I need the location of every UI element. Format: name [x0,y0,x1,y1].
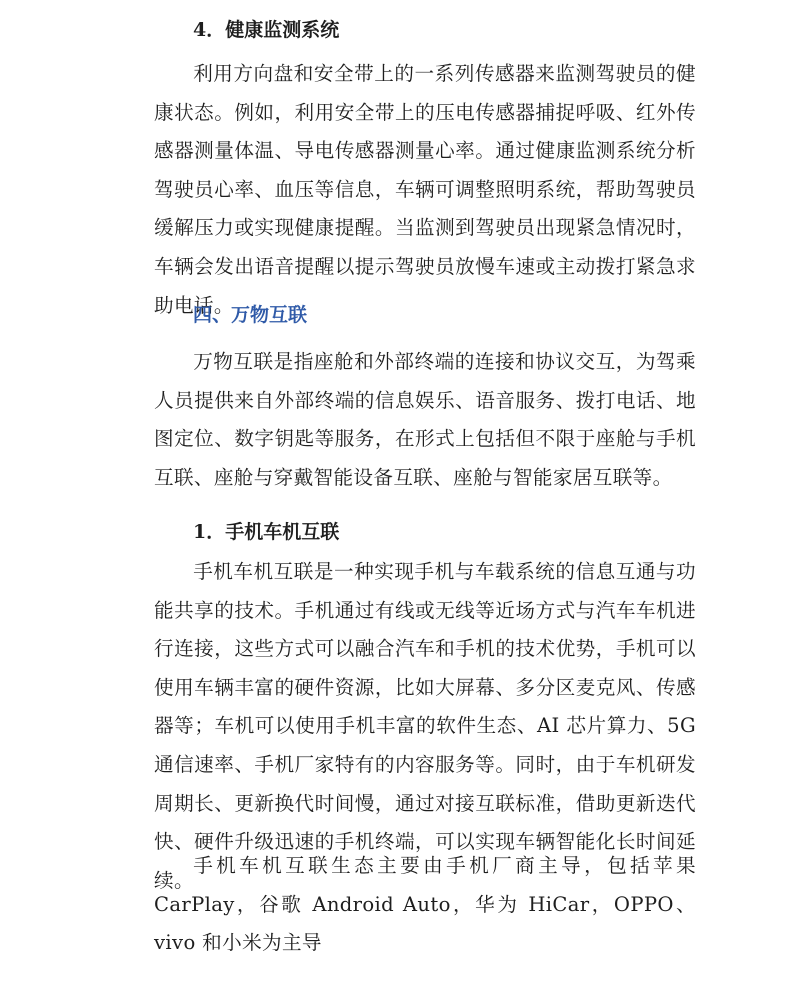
heading-internet-of-everything: 四、万物互联 [193,304,308,326]
paragraph-phone-car-interconnect-1: 手机车机互联是一种实现手机与车载系统的信息互通与功能共享的技术。手机通过有线或无线等近场方式与汽车车机进行连接，这些方式可以融合汽车和手机的技术优势，手机可以使用车辆丰富的硬件资源，比如大屏幕、多分区麦克风、传感器等；车机可以使用手机丰富的软件生态、AI 芯片算力、5G 通信速率、手机厂家特有的内容服务等。同时，由于车机研发周期长、更新换代时间慢，通过对接互联标准，借助更新迭代快、硬件升级迅速的手机终端，可以实现车辆智能化长时间延续。 [154,560,696,892]
heading-health-monitoring: 4．健康监测系统 [193,19,340,41]
paragraph-internet-of-everything: 万物互联是指座舱和外部终端的连接和协议交互，为驾乘人员提供来自外部终端的信息娱乐、语音服务、拨打电话、地图定位、数字钥匙等服务，在形式上包括但不限于座舱与手机互联、座舱与穿戴智能设备互联、座舱与智能家居互联等。 [154,350,696,489]
paragraph-health-monitoring: 利用方向盘和安全带上的一系列传感器来监测驾驶员的健康状态。例如，利用安全带上的压电传感器捕捉呼吸、红外传感器测量体温、导电传感器测量心率。通过健康监测系统分析驾驶员心率、血压等信息，车辆可调整照明系统，帮助驾驶员缓解压力或实现健康提醒。当监测到驾驶员出现紧急情况时，车辆会发出语音提醒以提示驾驶员放慢车速或主动拨打紧急求助电话。 [154,62,696,317]
heading-phone-car-interconnect: 1．手机车机互联 [193,521,340,543]
paragraph-phone-car-interconnect-2: 手机车机互联生态主要由手机厂商主导，包括苹果 CarPlay，谷歌 Android Auto，华为 HiCar，OPPO、vivo 和小米为主导 [154,854,696,955]
